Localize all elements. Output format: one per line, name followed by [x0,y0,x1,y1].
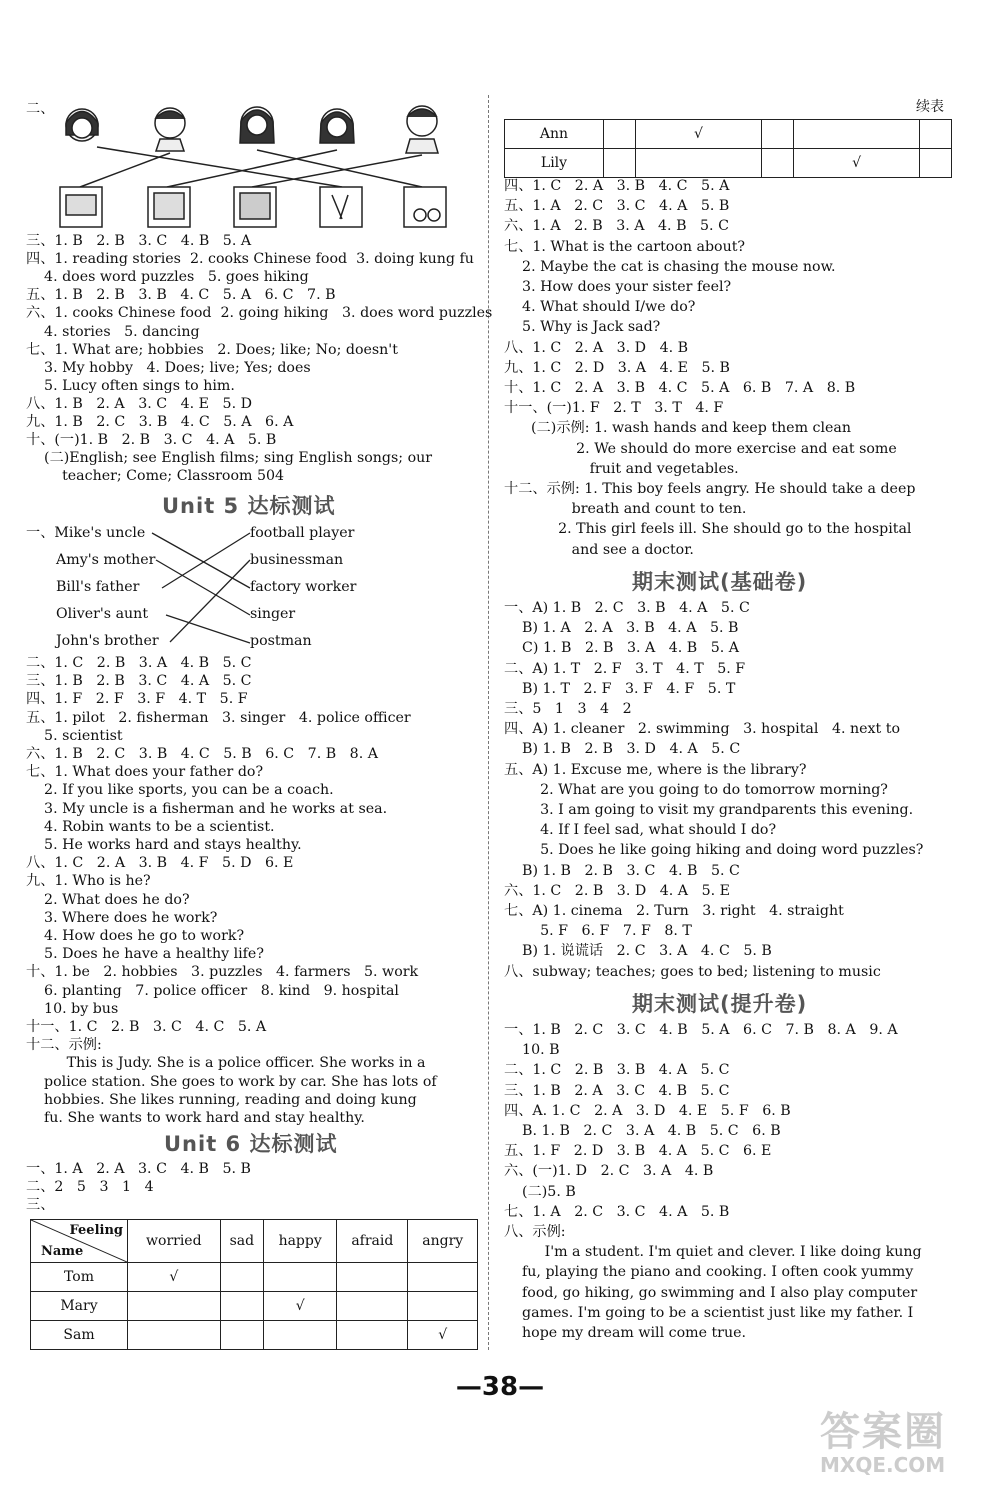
answer-line: I'm a student. I'm quiet and clever. I like doing kung [504,1244,922,1261]
check-cell [220,1321,264,1350]
answer-line: 十二、示例: [26,1037,102,1054]
answer-line: 5. Does he like going hiking and doing word puzzles? [504,842,924,859]
match-job: postman [250,633,312,649]
corner-name: Name [41,1244,84,1259]
answer-line: 二、2 5 3 1 4 [26,1179,154,1195]
answer-line: 2. We should do more exercise and eat some [504,440,897,457]
check-cell [604,149,636,178]
answer-line: 一、A) 1. B 2. C 3. B 4. A 5. C [504,600,750,616]
answer-line: B. 1. B 2. C 3. A 4. B 5. C 6. B [504,1123,781,1139]
answer-line: 4. does word puzzles 5. goes hiking [26,269,309,286]
answer-line: 八、1. B 2. A 3. C 4. E 5. D [26,395,252,412]
match-person: Bill's father [56,579,140,595]
check-cell [635,149,761,178]
answer-line: 六、1. cooks Chinese food 2. going hiking 3. does word puzzles [26,305,493,322]
answer-line: 四、A) 1. cleaner 2. swimming 3. hospital 4. next to [504,721,900,738]
answer-line: B) 1. B 2. B 3. C 4. B 5. C [504,862,740,879]
check-cell [128,1292,221,1321]
answer-line: 2. This girl feels ill. She should go to the hospital [504,521,912,538]
answer-line: 5. Lucy often sings to him. [26,377,235,394]
row-name-cell: Tom [31,1263,128,1292]
answer-line: 一、1. B 2. C 3. C 4. B 5. A 6. C 7. B 8. A 9. A [504,1022,898,1038]
answer-line: games. I'm going to be a scientist just like my father. I [504,1304,914,1321]
match-person: 一、Mike's uncle [26,525,146,541]
header-cell: worried [128,1220,221,1263]
check-cell [264,1263,337,1292]
final-advanced-title: 期末测试(提升卷) [632,992,808,1016]
check-cell: √ [128,1263,221,1292]
check-cell [408,1263,478,1292]
answer-line: 五、A) 1. Excuse me, where is the library? [504,761,807,778]
matching-figure [52,95,452,235]
watermark-url: MXQE.COM [820,1453,946,1477]
answer-line: 八、1. C 2. A 3. B 4. F 5. D 6. E [26,855,294,872]
check-cell: √ [635,120,761,149]
row-name-cell: Sam [31,1321,128,1350]
boy-face-2-icon [406,106,438,153]
check-cell [762,120,794,149]
check-cell [220,1292,264,1321]
answer-line: 三、1. B 2. A 3. C 4. B 5. C [504,1082,730,1099]
check-cell [604,120,636,149]
answer-line: 3. Where does he work? [26,909,218,926]
table-row [31,1321,478,1350]
watermark-text: 答案圈 [820,1409,946,1455]
answer-line: 四、A. 1. C 2. A 3. D 4. E 5. F 6. B [504,1102,791,1119]
answer-line: 十一、1. C 2. B 3. C 4. C 5. A [26,1019,267,1035]
answer-line: 5. He works hard and stays healthy. [26,837,302,853]
check-cell [264,1321,337,1350]
match-job: singer [250,606,296,622]
row-name-cell: Lily [505,149,604,178]
matching-lines [142,525,282,650]
answer-line: 八、示例: [504,1224,566,1240]
answer-line: B) 1. B 2. B 3. D 4. A 5. C [504,741,741,758]
feelings-table-continued [504,119,952,178]
check-cell: √ [264,1292,337,1321]
answer-line: 四、1. reading stories 2. cooks Chinese food 3. doing kung fu [26,251,474,268]
answer-line: (二)English; see English films; sing English songs; our [26,450,433,467]
answer-line: 五、1. A 2. C 3. C 4. A 5. B [504,198,730,215]
match-person: John's brother [56,633,159,649]
answer-line: 六、(一)1. D 2. C 3. A 4. B [504,1163,714,1180]
answer-line: (二)示例: 1. wash hands and keep them clean [504,420,852,437]
answer-line: 十、1. C 2. A 3. B 4. C 5. A 6. B 7. A 8. B [504,380,856,396]
answer-line: 5. F 6. F 7. F 8. T [504,923,692,940]
check-cell [337,1292,408,1321]
answer-line: 4. stories 5. dancing [26,323,200,340]
match-job: businessman [250,552,344,568]
check-cell [408,1292,478,1321]
answer-line: teacher; Come; Classroom 504 [26,468,285,485]
answer-line: and see a doctor. [504,541,694,558]
table-header-row [31,1220,478,1263]
answer-line: 二、1. C 2. B 3. A 4. B 5. C [26,655,252,671]
answer-line: 九、1. C 2. D 3. A 4. E 5. B [504,359,730,376]
match-job: football player [250,525,355,541]
answer-line: B) 1. A 2. A 3. B 4. A 5. B [504,620,739,637]
answer-line: (二)5. B [504,1183,576,1200]
check-cell [762,149,794,178]
check-cell: √ [408,1321,478,1350]
girl-face-3-icon [320,109,354,143]
answer-line: 三、 [26,1197,55,1213]
column-divider [488,95,489,1350]
answer-line: 十一、(一)1. F 2. T 3. T 4. F [504,400,724,417]
answer-line: 四、1. C 2. A 3. B 4. C 5. A [504,178,730,194]
answer-line: fu. She wants to work hard and stay healthy. [26,1110,365,1126]
answer-line: 十二、示例: 1. This boy feels angry. He should take a deep [504,481,916,497]
answer-line: 十、1. be 2. hobbies 3. puzzles 4. farmers 5. work [26,964,419,981]
answer-line: 五、1. F 2. D 3. B 4. A 5. C 6. E [504,1143,772,1160]
answer-line: This is Judy. She is a police officer. She works in a [26,1055,426,1072]
boy-face-1-icon [155,108,185,151]
answer-line: C) 1. B 2. B 3. A 4. B 5. A [504,640,740,657]
answer-line: 5. Does he have a healthy life? [26,946,264,963]
answer-line: 6. planting 7. police officer 8. kind 9. hospital [26,982,399,999]
answer-line: 七、1. A 2. C 3. C 4. A 5. B [504,1203,730,1220]
match-person: Oliver's aunt [56,606,149,622]
answer-line: 3. My uncle is a fisherman and he works at sea. [26,800,388,817]
unit5-title: Unit 5 达标测试 [162,494,336,518]
answer-line: 六、1. A 2. B 3. A 4. B 5. C [504,218,729,235]
final-basic-title: 期末测试(基础卷) [632,570,808,594]
answer-line: 九、1. Who is he? [26,873,151,890]
answer-line: 3. My hobby 4. Does; live; Yes; does [26,359,311,376]
answer-line: 10. by bus [26,1000,119,1017]
answer-line: hope my dream will come true. [504,1325,747,1341]
answer-line: 三、1. B 2. B 3. C 4. A 5. C [26,673,252,690]
answer-line: 七、1. What is the cartoon about? [504,238,746,255]
answer-line: police station. She goes to work by car. She has lots of [26,1073,437,1090]
answer-line: 八、subway; teaches; goes to bed; listening to music [504,963,881,980]
answer-line: food, go hiking, go swimming and I also play computer [504,1284,918,1301]
answer-line: 十、(一)1. B 2. B 3. C 4. A 5. B [26,432,277,449]
girl-face-2-icon [240,107,274,143]
check-cell [920,120,952,149]
header-cell: sad [220,1220,264,1263]
answer-line: fruit and vegetables. [504,460,739,477]
check-cell [337,1263,408,1292]
answer-line: 七、1. What does your father do? [26,764,264,781]
header-cell: afraid [337,1220,408,1263]
unit6-title: Unit 6 达标测试 [164,1132,338,1156]
check-cell [128,1321,221,1350]
row-name-cell: Mary [31,1292,128,1321]
feelings-table [30,1219,478,1350]
check-cell [920,149,952,178]
check-cell [337,1321,408,1350]
answer-line: B) 1. T 2. F 3. F 4. F 5. T [504,680,736,697]
check-cell: √ [793,149,919,178]
answer-line: 五、1. B 2. B 3. B 4. C 5. A 6. C 7. B [26,287,336,304]
answer-line: 3. I am going to visit my grandparents this evening. [504,802,914,818]
answer-line: 3. How does your sister feel? [504,279,732,295]
answer-line: 二、1. C 2. B 3. B 4. A 5. C [504,1062,730,1079]
answer-line: 4. How does he go to work? [26,928,245,944]
answer-line: 4. What should I/we do? [504,299,696,316]
answer-line: 4. If I feel sad, what should I do? [504,822,777,839]
match-person: Amy's mother [56,552,156,568]
answer-line: 七、A) 1. cinema 2. Turn 3. right 4. straight [504,903,844,919]
header-cell: happy [264,1220,337,1263]
answer-line: 4. Robin wants to be a scientist. [26,818,275,835]
watermark-logo [820,1400,946,1477]
answer-line: 八、1. C 2. A 3. D 4. B [504,339,689,356]
answer-line: 二、A) 1. T 2. F 3. T 4. T 5. F [504,660,746,677]
answer-line: 六、1. B 2. C 3. B 4. C 5. B 6. C 7. B 8. A [26,746,378,762]
answer-line: 2. What are you going to do tomorrow morning? [504,781,888,798]
answer-line: 七、1. What are; hobbies 2. Does; like; No; doesn't [26,341,398,358]
answer-line: hobbies. She likes running, reading and doing kung [26,1091,417,1108]
answer-line: 5. Why is Jack sad? [504,319,661,336]
answer-line: 2. If you like sports, you can be a coach. [26,782,334,799]
answer-line: 三、1. B 2. B 3. C 4. B 5. A [26,233,252,249]
answer-line: 四、1. F 2. F 3. F 4. T 5. F [26,691,248,708]
answer-line: 2. Maybe the cat is chasing the mouse now. [504,258,836,275]
match-job: factory worker [250,579,357,595]
page-number: —38— [455,1372,545,1402]
answer-line: 六、1. C 2. B 3. D 4. A 5. E [504,882,730,899]
answer-line: 九、1. B 2. C 3. B 4. C 5. A 6. A [26,414,294,430]
answer-line: breath and count to ten. [504,501,747,518]
continued-label: 续表 [916,99,944,115]
table-corner-cell [31,1220,128,1263]
answer-line: 一、1. A 2. A 3. C 4. B 5. B [26,1161,251,1177]
check-cell [220,1263,264,1292]
corner-feeling: Feeling [69,1223,123,1238]
table-row [505,149,952,178]
table-row [31,1263,478,1292]
check-cell [793,120,919,149]
answer-line: 五、1. pilot 2. fisherman 3. singer 4. police officer [26,709,411,726]
answer-line: 三、5 1 3 4 2 [504,701,632,717]
section-2-label: 二、 [26,101,55,117]
girl-face-1-icon [66,109,98,141]
table-row [31,1292,478,1321]
table-row [505,120,952,149]
answer-line: 10. B [504,1042,560,1059]
answer-line: 5. scientist [26,727,123,744]
answer-line: 2. What does he do? [26,891,190,908]
answer-line: fu, playing the piano and cooking. I often cook yummy [504,1264,914,1281]
row-name-cell: Ann [505,120,604,149]
header-cell: angry [408,1220,478,1263]
answer-line: B) 1. 说谎话 2. C 3. A 4. C 5. B [504,943,772,960]
